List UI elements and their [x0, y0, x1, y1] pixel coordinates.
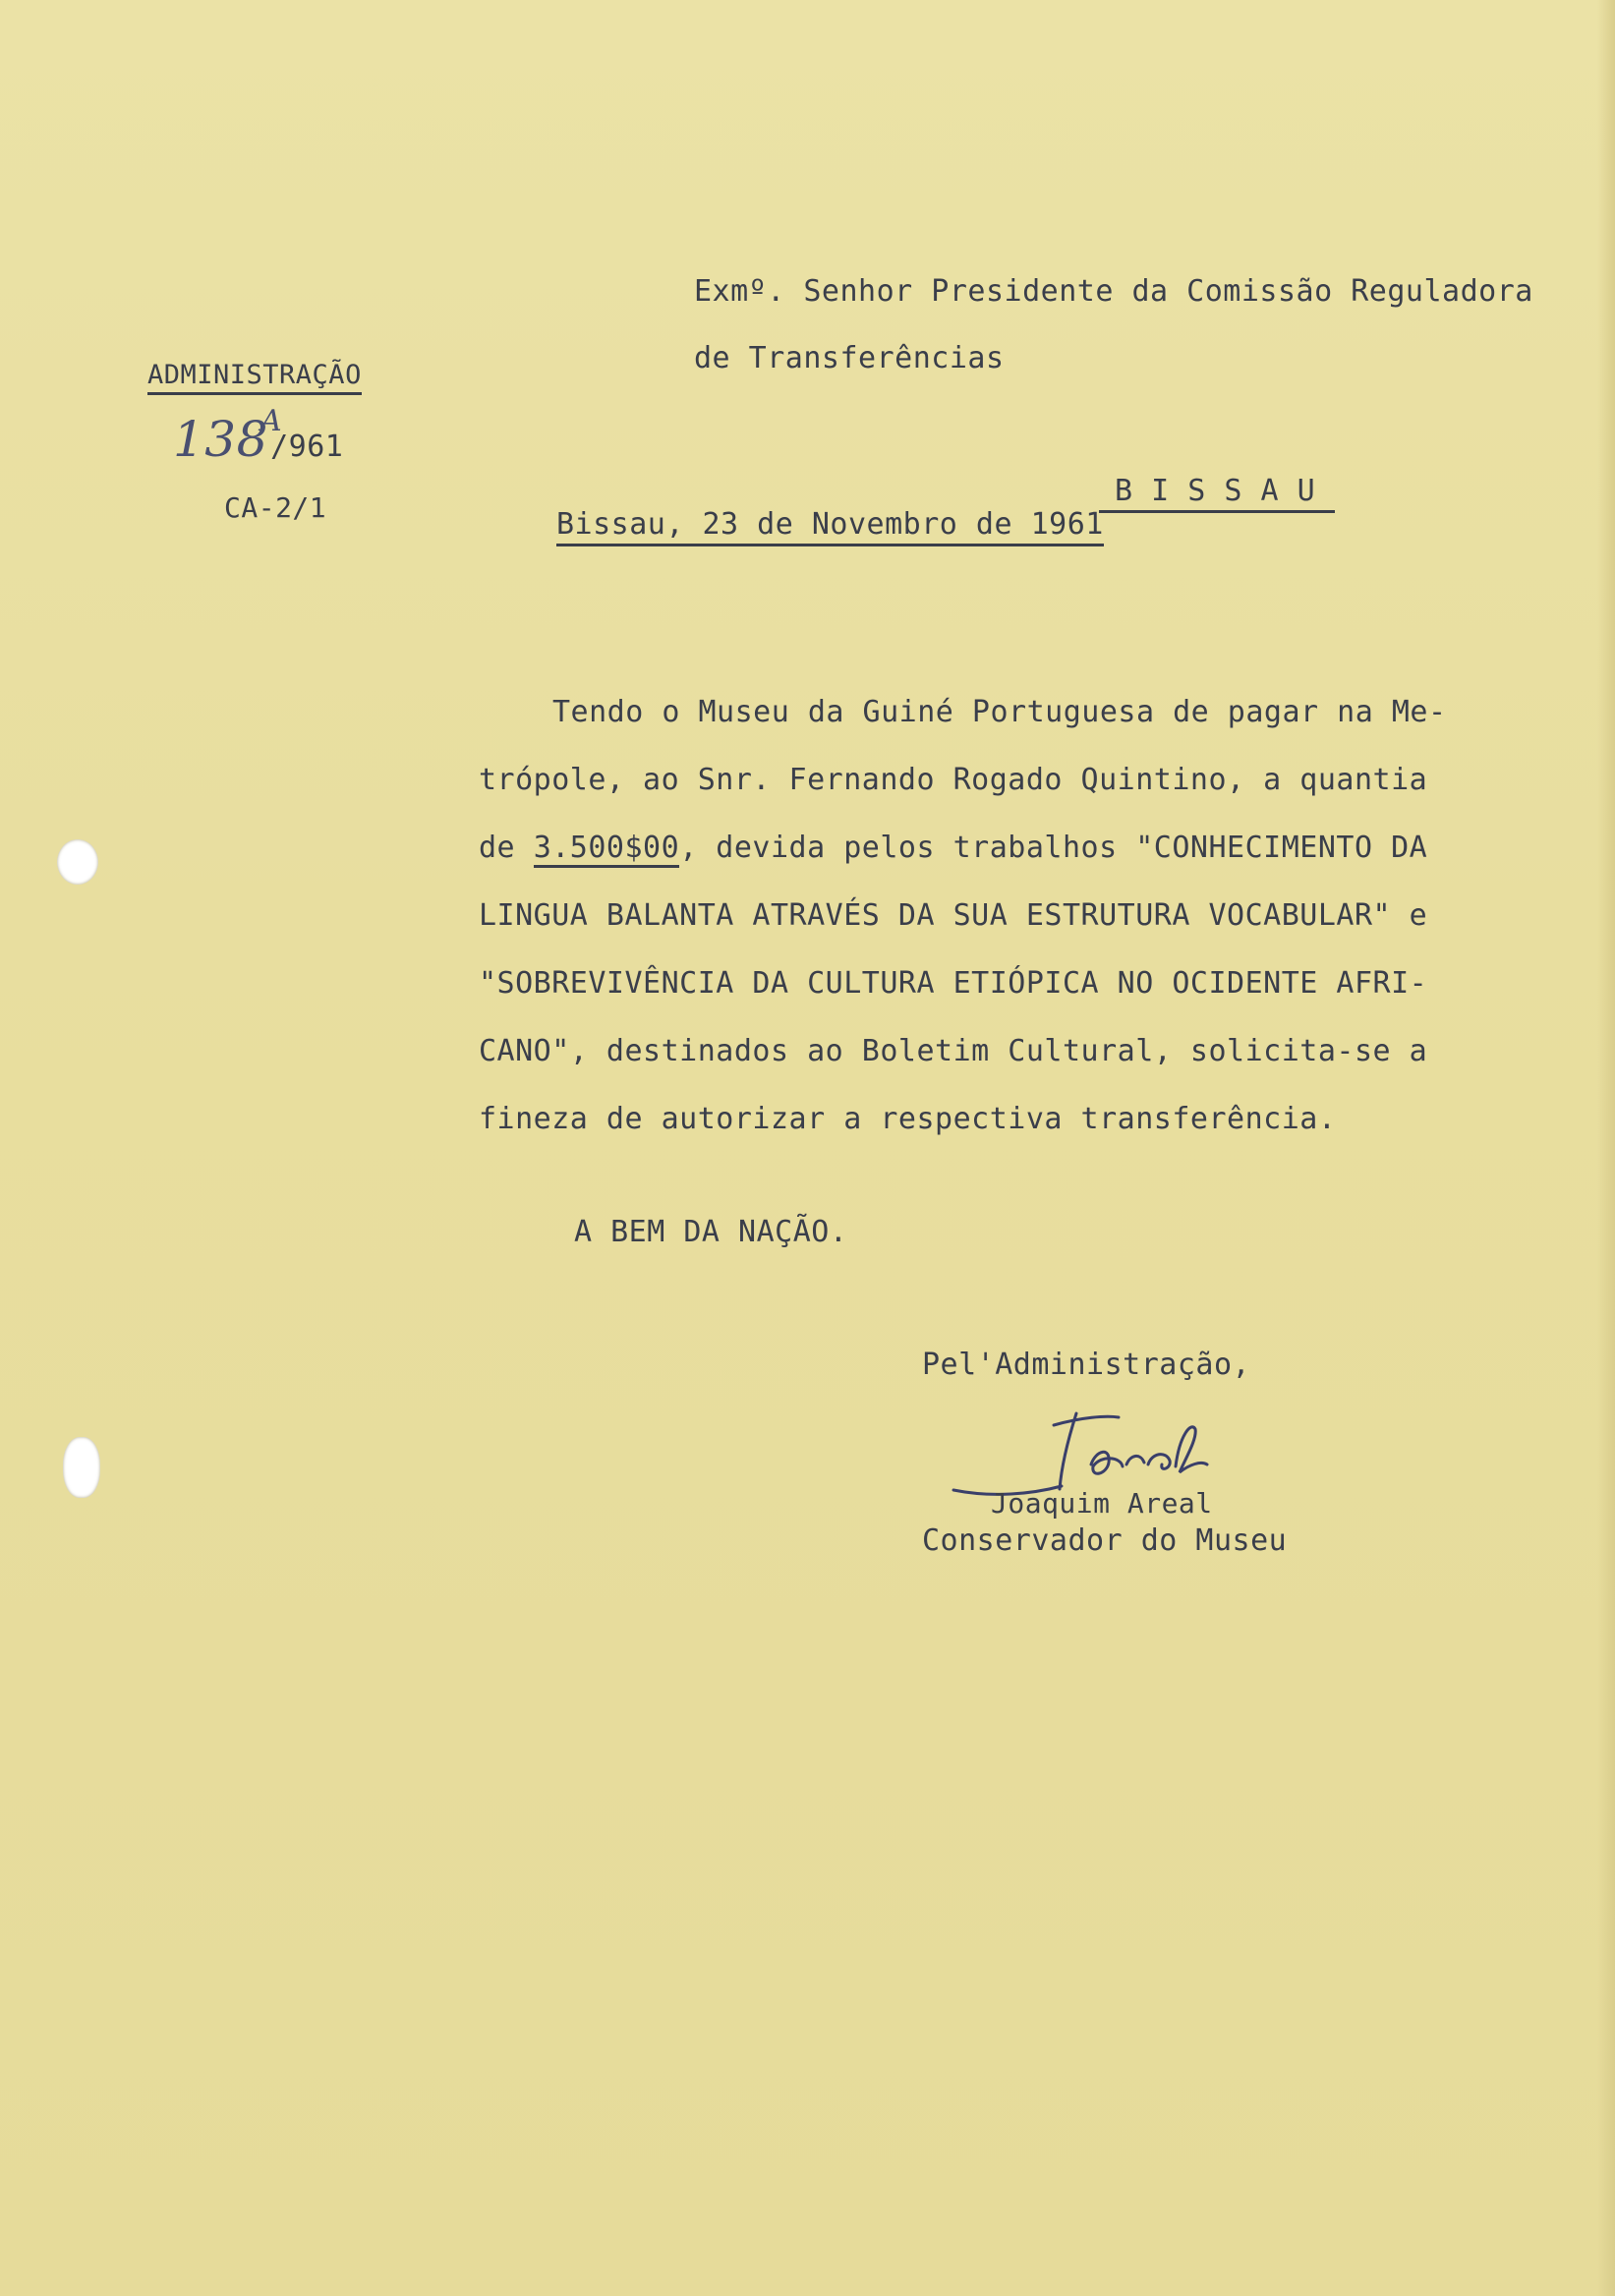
- recipient-line-1: Exmº. Senhor Presidente da Comissão Reguladora: [694, 274, 1533, 309]
- body-line-3-suffix: , devida pelos trabalhos "CONHECIMENTO DA: [679, 831, 1428, 865]
- payment-amount: 3.500$00: [534, 831, 680, 868]
- reference-code: CA-2/1: [224, 491, 327, 524]
- handwritten-number: 138: [173, 411, 268, 468]
- closing-salutation: A BEM DA NAÇÃO.: [574, 1215, 848, 1249]
- reference-year: /961: [270, 430, 344, 464]
- paper-edge: [1597, 0, 1615, 2296]
- recipient-line-2: de Transferências: [694, 341, 1005, 375]
- letter-body: [479, 678, 1521, 1153]
- body-line-4: LINGUA BALANTA ATRAVÉS DA SUA ESTRUTURA VOCABULAR" e: [479, 898, 1428, 933]
- body-line-3: [479, 814, 1521, 882]
- punch-hole-top: [57, 839, 98, 885]
- department-label: ADMINISTRAÇÃO: [147, 360, 362, 395]
- on-behalf-line: Pel'Administração,: [922, 1348, 1251, 1382]
- signatory-name: Joaquim Areal: [991, 1487, 1213, 1520]
- handwritten-superscript: A: [260, 404, 283, 438]
- punch-hole-bottom: [63, 1437, 100, 1498]
- body-line-5: "SOBREVIVÊNCIA DA CULTURA ETIÓPICA NO OCIDENTE AFRI-: [479, 966, 1428, 1001]
- date-line: Bissau, 23 de Novembro de 1961: [556, 507, 1104, 546]
- body-line-6: CANO", destinados ao Boletim Cultural, solicita-se a: [479, 1034, 1428, 1068]
- reference-number: [173, 404, 363, 468]
- body-line-7: fineza de autorizar a respectiva transferência.: [479, 1102, 1337, 1136]
- place-line: B I S S A U: [1099, 474, 1335, 513]
- signatory-title: Conservador do Museu: [922, 1523, 1288, 1558]
- body-line-3-prefix: de: [479, 831, 534, 865]
- body-line-2: trópole, ao Snr. Fernando Rogado Quintino, a quantia: [479, 763, 1428, 797]
- body-line-1: Tendo o Museu da Guiné Portuguesa de pagar na Me-: [552, 695, 1447, 729]
